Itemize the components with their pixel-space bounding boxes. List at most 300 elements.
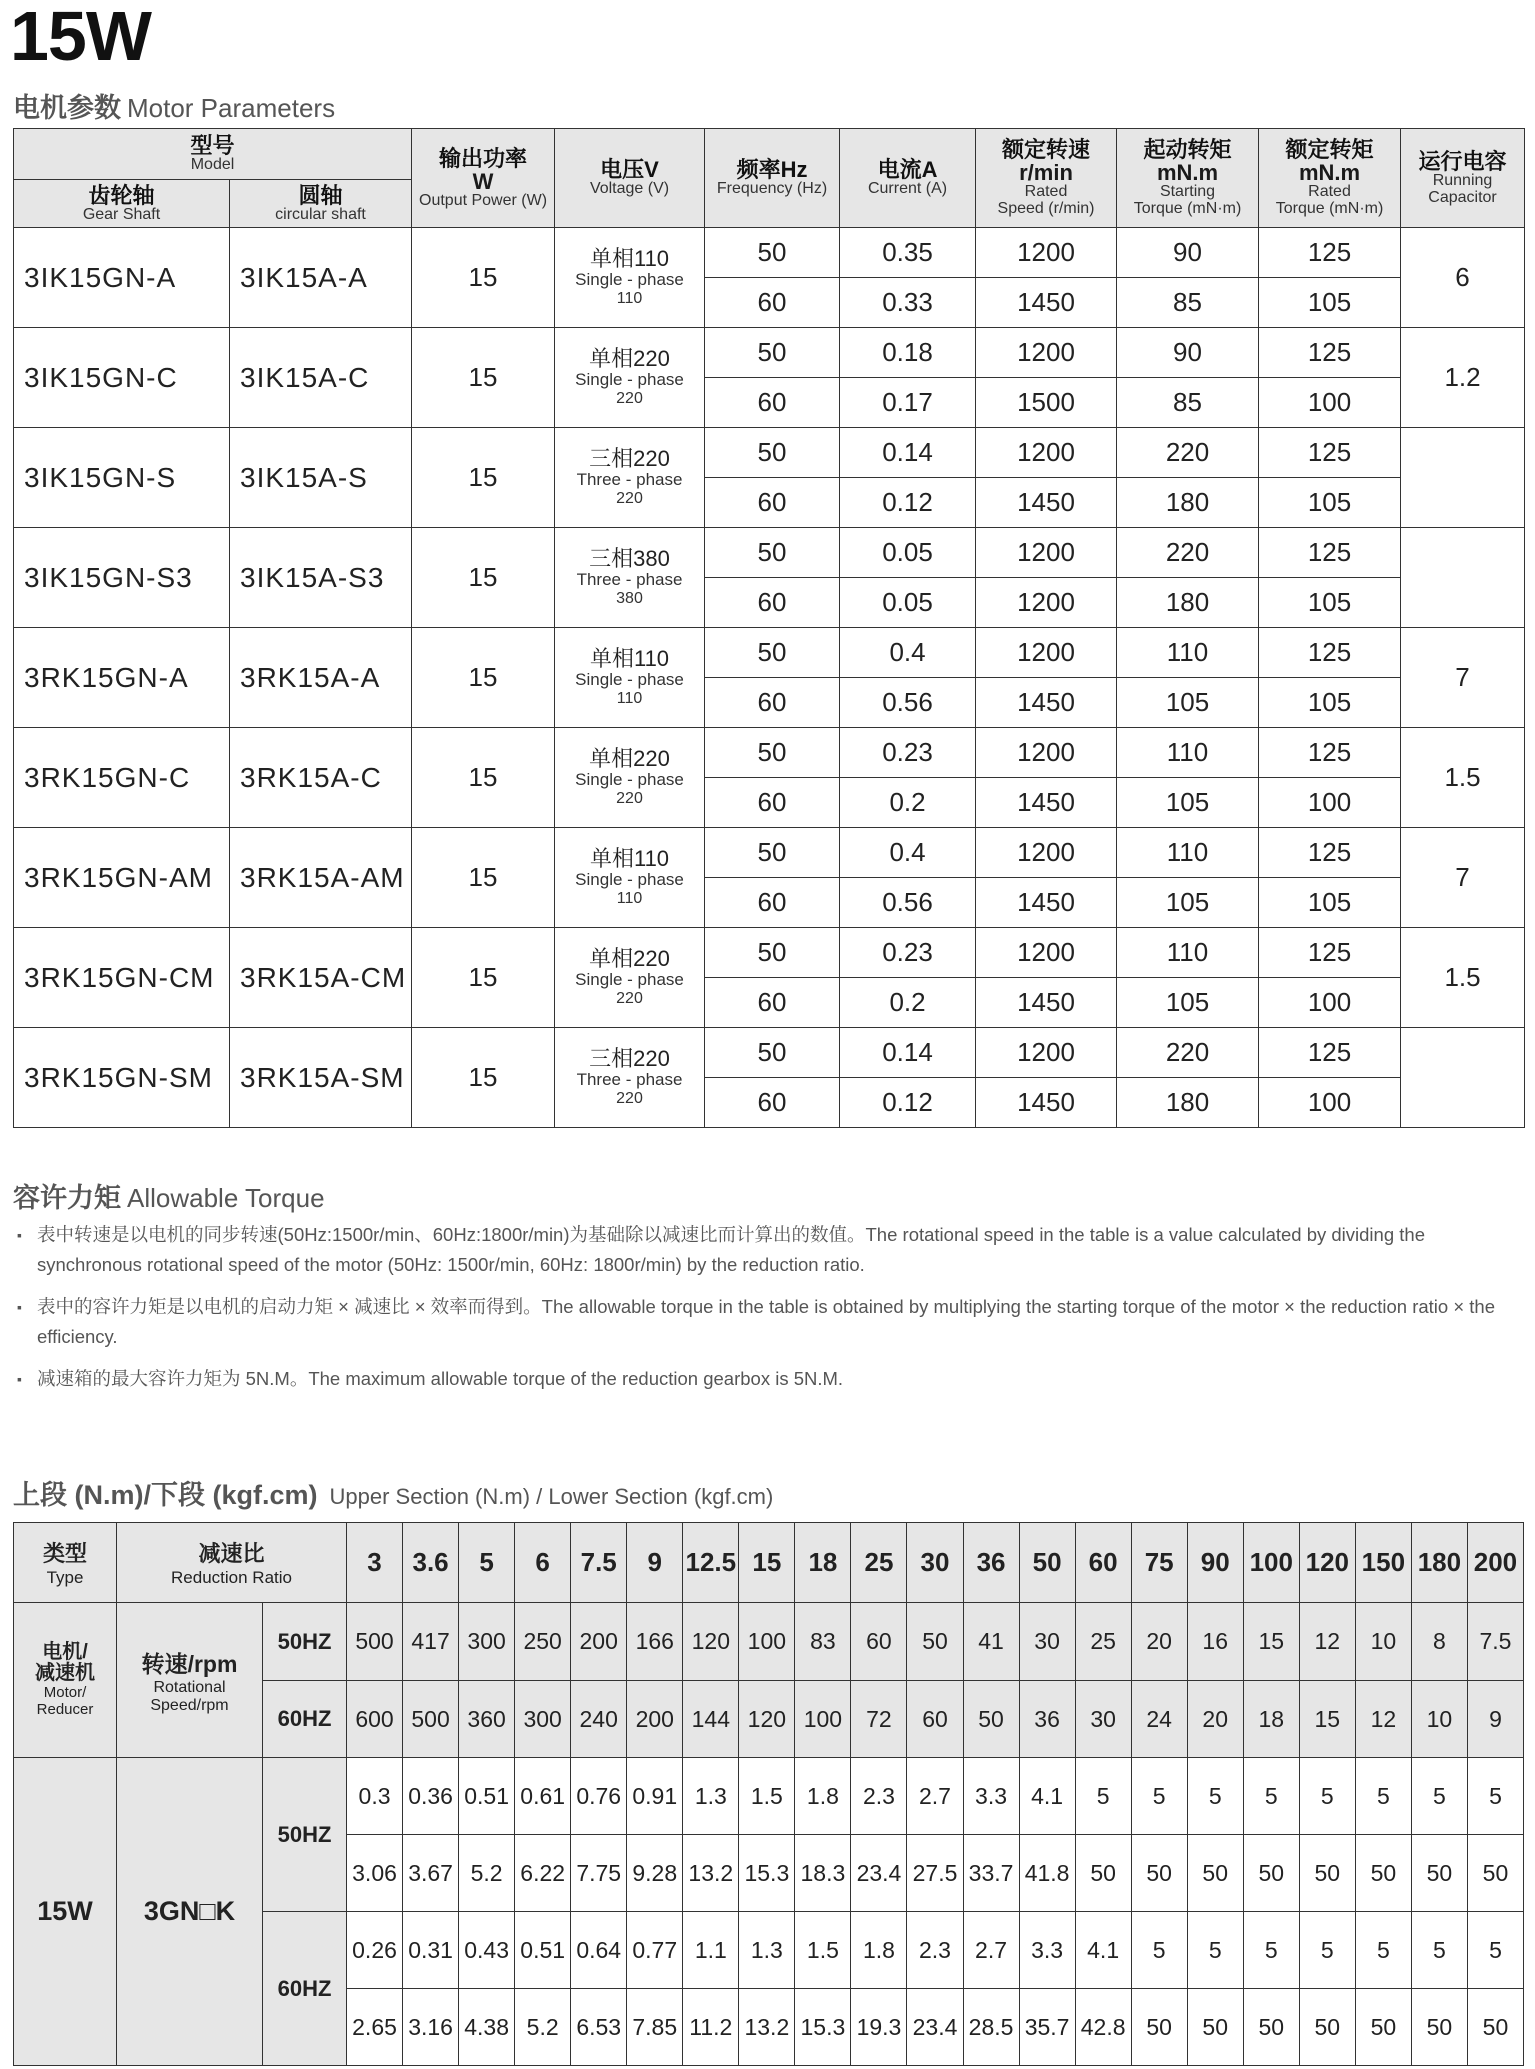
t50-kgf-cell: 41.8 <box>1019 1835 1075 1912</box>
ratios-cell: 90 <box>1187 1523 1243 1603</box>
torque-units-heading-en: Upper Section (N.m) / Lower Section (kgf.cm) <box>329 1484 774 1509</box>
ratios-cell: 25 <box>851 1523 907 1603</box>
rated-torque: 105 <box>1259 578 1401 628</box>
voltage: 三相220 Three - phase 220 <box>555 1028 705 1128</box>
speed-60-cell: 36 <box>1019 1681 1075 1758</box>
circular-shaft-model: 3RK15A-CM <box>230 928 412 1028</box>
ratios-cell: 15 <box>739 1523 795 1603</box>
speed-50-cell: 10 <box>1355 1603 1411 1681</box>
frequency: 60 <box>705 478 840 528</box>
gear-shaft-model: 3IK15GN-A <box>14 228 230 328</box>
speed-60-cell: 24 <box>1131 1681 1187 1758</box>
t60-nm-cell: 0.26 <box>347 1912 403 1989</box>
speed-60-cell: 600 <box>347 1681 403 1758</box>
current: 0.23 <box>840 928 976 978</box>
running-capacitor: 1.5 <box>1401 928 1525 1028</box>
t60-kgf-cell: 13.2 <box>739 1989 795 2066</box>
t50-nm-cell: 1.8 <box>795 1758 851 1835</box>
voltage: 三相220 Three - phase 220 <box>555 428 705 528</box>
current: 0.12 <box>840 1078 976 1128</box>
hz-60-label: 60HZ <box>263 1681 347 1758</box>
rated-torque: 100 <box>1259 778 1401 828</box>
starting-torque: 220 <box>1117 1028 1259 1078</box>
circular-shaft-model: 3IK15A-C <box>230 328 412 428</box>
frequency: 50 <box>705 228 840 278</box>
t60-nm-cell: 5 <box>1411 1912 1467 1989</box>
reduction-ratio-header: 减速比 Reduction Ratio <box>117 1523 347 1603</box>
speed-50-cell: 250 <box>515 1603 571 1681</box>
t50-nm-cell: 3.3 <box>963 1758 1019 1835</box>
speed-60-cell: 30 <box>1075 1681 1131 1758</box>
voltage: 单相110 Single - phase 110 <box>555 828 705 928</box>
t50-nm-cell: 0.76 <box>571 1758 627 1835</box>
t60-nm-cell: 1.1 <box>683 1912 739 1989</box>
t60-nm-cell: 5 <box>1299 1912 1355 1989</box>
current: 0.12 <box>840 478 976 528</box>
speed-50-cell: 200 <box>571 1603 627 1681</box>
frequency: 60 <box>705 878 840 928</box>
gear-shaft-model: 3RK15GN-CM <box>14 928 230 1028</box>
t50-kgf-cell: 6.22 <box>515 1835 571 1912</box>
t60-kgf-cell: 15.3 <box>795 1989 851 2066</box>
ratio-header-row <box>14 1523 1524 1603</box>
motor-params-heading <box>13 86 335 125</box>
speed-50-cell: 166 <box>627 1603 683 1681</box>
starting-torque: 85 <box>1117 378 1259 428</box>
rated-speed: 1450 <box>976 278 1117 328</box>
rated-speed: 1200 <box>976 578 1117 628</box>
gear-shaft-model: 3IK15GN-S <box>14 428 230 528</box>
speed-row-50hz <box>14 1603 1524 1681</box>
rated-torque: 125 <box>1259 728 1401 778</box>
t60-kgf-cell: 50 <box>1187 1989 1243 2066</box>
rated-speed: 1450 <box>976 678 1117 728</box>
starting-torque: 85 <box>1117 278 1259 328</box>
t50-kgf-cell: 9.28 <box>627 1835 683 1912</box>
t60-kgf-cell: 6.53 <box>571 1989 627 2066</box>
ratios-cell: 6 <box>515 1523 571 1603</box>
gear-shaft-model: 3IK15GN-S3 <box>14 528 230 628</box>
t50-nm-cell: 4.1 <box>1019 1758 1075 1835</box>
motor-params-heading-cn: 电机参数 <box>13 93 121 123</box>
rated-torque: 105 <box>1259 278 1401 328</box>
ratios-cell: 150 <box>1355 1523 1411 1603</box>
t50-kgf-cell: 27.5 <box>907 1835 963 1912</box>
ratios-cell: 30 <box>907 1523 963 1603</box>
torque-units-heading-cn: 上段 (N.m)/下段 (kgf.cm) <box>13 1480 318 1510</box>
speed-60-cell: 60 <box>907 1681 963 1758</box>
ratios-cell: 120 <box>1299 1523 1355 1603</box>
t50-kgf-cell: 50 <box>1299 1835 1355 1912</box>
speed-50-cell: 60 <box>851 1603 907 1681</box>
speed-60-cell: 200 <box>627 1681 683 1758</box>
rated-speed: 1200 <box>976 728 1117 778</box>
frequency: 50 <box>705 828 840 878</box>
ratios-cell: 75 <box>1131 1523 1187 1603</box>
hz-50-label: 50HZ <box>263 1603 347 1681</box>
speed-60-cell: 100 <box>795 1681 851 1758</box>
starting-torque: 90 <box>1117 228 1259 278</box>
starting-torque: 110 <box>1117 828 1259 878</box>
table-row <box>14 828 1525 878</box>
rated-torque: 125 <box>1259 428 1401 478</box>
t60-nm-cell: 0.77 <box>627 1912 683 1989</box>
t50-nm-cell: 5 <box>1075 1758 1131 1835</box>
t50-nm-cell: 5 <box>1467 1758 1523 1835</box>
starting-torque: 105 <box>1117 878 1259 928</box>
output-power: 15 <box>412 228 555 328</box>
speed-60-cell: 12 <box>1355 1681 1411 1758</box>
t50-nm-cell: 5 <box>1355 1758 1411 1835</box>
running-capacitor <box>1401 1028 1525 1128</box>
output-power: 15 <box>412 528 555 628</box>
gear-shaft-model: 3IK15GN-C <box>14 328 230 428</box>
t50-kgf-cell: 50 <box>1187 1835 1243 1912</box>
t60-nm-cell: 5 <box>1131 1912 1187 1989</box>
header-rated-speed: 额定转速 r/min Rated Speed (r/min) <box>976 129 1117 228</box>
frequency: 60 <box>705 378 840 428</box>
t50-kgf-cell: 7.75 <box>571 1835 627 1912</box>
t60-kgf-cell: 4.38 <box>459 1989 515 2066</box>
t60-kgf-cell: 50 <box>1243 1989 1299 2066</box>
t60-nm-cell: 0.43 <box>459 1912 515 1989</box>
t50-kgf-cell: 50 <box>1411 1835 1467 1912</box>
t60-nm-cell: 4.1 <box>1075 1912 1131 1989</box>
rated-torque: 125 <box>1259 1028 1401 1078</box>
rated-speed: 1450 <box>976 478 1117 528</box>
header-circular-shaft: 圆轴 circular shaft <box>230 180 412 228</box>
speed-50-cell: 41 <box>963 1603 1019 1681</box>
voltage: 三相380 Three - phase 380 <box>555 528 705 628</box>
t60-kgf-cell: 5.2 <box>515 1989 571 2066</box>
frequency: 50 <box>705 328 840 378</box>
t50-kgf-cell: 23.4 <box>851 1835 907 1912</box>
starting-torque: 105 <box>1117 678 1259 728</box>
frequency: 50 <box>705 928 840 978</box>
circular-shaft-model: 3RK15A-C <box>230 728 412 828</box>
rated-torque: 105 <box>1259 878 1401 928</box>
ratios-cell: 50 <box>1019 1523 1075 1603</box>
ratios-cell: 200 <box>1467 1523 1523 1603</box>
page-title: 15W <box>10 0 151 75</box>
frequency: 60 <box>705 778 840 828</box>
output-power: 15 <box>412 328 555 428</box>
header-model: 型号 Model <box>14 129 412 180</box>
t60-kgf-cell: 7.85 <box>627 1989 683 2066</box>
t50-kgf-cell: 18.3 <box>795 1835 851 1912</box>
rated-speed: 1450 <box>976 878 1117 928</box>
voltage: 单相110 Single - phase 110 <box>555 228 705 328</box>
current: 0.2 <box>840 978 976 1028</box>
hz-60-label: 60HZ <box>263 1912 347 2066</box>
starting-torque: 180 <box>1117 478 1259 528</box>
current: 0.56 <box>840 878 976 928</box>
rated-torque: 105 <box>1259 678 1401 728</box>
speed-60-cell: 15 <box>1299 1681 1355 1758</box>
rated-torque: 100 <box>1259 1078 1401 1128</box>
starting-torque: 105 <box>1117 778 1259 828</box>
t50-nm-cell: 2.3 <box>851 1758 907 1835</box>
speed-60-cell: 72 <box>851 1681 907 1758</box>
t50-nm-cell: 5 <box>1131 1758 1187 1835</box>
t50-nm-cell: 0.51 <box>459 1758 515 1835</box>
t60-kgf-cell: 50 <box>1299 1989 1355 2066</box>
circular-shaft-model: 3RK15A-SM <box>230 1028 412 1128</box>
current: 0.2 <box>840 778 976 828</box>
t50-nm-cell: 0.91 <box>627 1758 683 1835</box>
frequency: 60 <box>705 1078 840 1128</box>
starting-torque: 90 <box>1117 328 1259 378</box>
header-starting-torque: 起动转矩 mN.m Starting Torque (mN·m) <box>1117 129 1259 228</box>
allowable-torque-heading-en: Allowable Torque <box>127 1183 325 1213</box>
model-label: 3GN□K <box>117 1758 263 2066</box>
circular-shaft-model: 3IK15A-S3 <box>230 528 412 628</box>
t60-nm-cell: 2.7 <box>963 1912 1019 1989</box>
rated-speed: 1200 <box>976 528 1117 578</box>
table-row <box>14 328 1525 378</box>
header-frequency: 频率Hz Frequency (Hz) <box>705 129 840 228</box>
bullet-icon: ▪ <box>17 1371 22 1387</box>
ratios-cell: 180 <box>1411 1523 1467 1603</box>
rated-torque: 100 <box>1259 378 1401 428</box>
rated-torque: 105 <box>1259 478 1401 528</box>
current: 0.18 <box>840 328 976 378</box>
bullet-icon: ▪ <box>17 1227 22 1243</box>
rated-speed: 1200 <box>976 1028 1117 1078</box>
rated-torque: 125 <box>1259 928 1401 978</box>
ratios-cell: 3 <box>347 1523 403 1603</box>
speed-50-cell: 83 <box>795 1603 851 1681</box>
t50-kgf-cell: 3.67 <box>403 1835 459 1912</box>
table-row <box>14 928 1525 978</box>
header-gear-shaft: 齿轮轴 Gear Shaft <box>14 180 230 228</box>
output-power: 15 <box>412 1028 555 1128</box>
table-row <box>14 628 1525 678</box>
motor-params-heading-en: Motor Parameters <box>127 93 336 123</box>
t50-nm-cell: 0.61 <box>515 1758 571 1835</box>
t60-kgf-cell: 42.8 <box>1075 1989 1131 2066</box>
speed-60-cell: 120 <box>739 1681 795 1758</box>
current: 0.14 <box>840 1028 976 1078</box>
ratios-cell: 3.6 <box>403 1523 459 1603</box>
frequency: 60 <box>705 678 840 728</box>
header-rated-torque: 额定转矩 mN.m Rated Torque (mN·m) <box>1259 129 1401 228</box>
rated-speed: 1500 <box>976 378 1117 428</box>
t60-kgf-cell: 28.5 <box>963 1989 1019 2066</box>
ratios-cell: 36 <box>963 1523 1019 1603</box>
power-label: 15W <box>14 1758 117 2066</box>
frequency: 60 <box>705 278 840 328</box>
frequency: 50 <box>705 628 840 678</box>
speed-60-cell: 300 <box>515 1681 571 1758</box>
t50-nm-cell: 5 <box>1411 1758 1467 1835</box>
voltage: 单相220 Single - phase 220 <box>555 928 705 1028</box>
motor-parameters-table <box>13 128 1525 1128</box>
current: 0.17 <box>840 378 976 428</box>
table-row <box>14 228 1525 278</box>
starting-torque: 220 <box>1117 528 1259 578</box>
ratios-cell: 60 <box>1075 1523 1131 1603</box>
running-capacitor: 1.5 <box>1401 728 1525 828</box>
t60-kgf-cell: 50 <box>1355 1989 1411 2066</box>
table-row <box>14 428 1525 478</box>
current: 0.56 <box>840 678 976 728</box>
t60-kgf-cell: 50 <box>1467 1989 1523 2066</box>
rated-speed: 1200 <box>976 828 1117 878</box>
output-power: 15 <box>412 928 555 1028</box>
speed-60-cell: 18 <box>1243 1681 1299 1758</box>
t60-nm-cell: 1.3 <box>739 1912 795 1989</box>
starting-torque: 220 <box>1117 428 1259 478</box>
current: 0.23 <box>840 728 976 778</box>
output-power: 15 <box>412 628 555 728</box>
ratios-cell: 100 <box>1243 1523 1299 1603</box>
circular-shaft-model: 3IK15A-A <box>230 228 412 328</box>
t50-nm-cell: 2.7 <box>907 1758 963 1835</box>
t60-nm-cell: 0.64 <box>571 1912 627 1989</box>
gear-shaft-model: 3RK15GN-SM <box>14 1028 230 1128</box>
rated-torque: 125 <box>1259 828 1401 878</box>
gear-shaft-model: 3RK15GN-AM <box>14 828 230 928</box>
current: 0.4 <box>840 828 976 878</box>
rated-torque: 125 <box>1259 228 1401 278</box>
running-capacitor: 7 <box>1401 828 1525 928</box>
table-row <box>14 728 1525 778</box>
table-row <box>14 1028 1525 1078</box>
rated-speed: 1200 <box>976 928 1117 978</box>
speed-50-cell: 50 <box>907 1603 963 1681</box>
t60-kgf-cell: 50 <box>1411 1989 1467 2066</box>
output-power: 15 <box>412 828 555 928</box>
speed-60-cell: 10 <box>1411 1681 1467 1758</box>
notes-list <box>13 1220 1513 1406</box>
t50-kgf-cell: 15.3 <box>739 1835 795 1912</box>
current: 0.05 <box>840 578 976 628</box>
speed-header: 转速/rpm Rotational Speed/rpm <box>117 1603 263 1758</box>
t60-kgf-cell: 50 <box>1131 1989 1187 2066</box>
note-item: ▪ 表中的容许力矩是以电机的启动力矩 × 减速比 × 效率而得到。The allowable torque in the table is obtained by multiplying the starting torque of the motor × the reduction ratio × the efficiency. <box>13 1292 1513 1352</box>
speed-50-cell: 15 <box>1243 1603 1299 1681</box>
rated-torque: 125 <box>1259 528 1401 578</box>
header-current: 电流A Current (A) <box>840 129 976 228</box>
current: 0.35 <box>840 228 976 278</box>
t50-kgf-cell: 13.2 <box>683 1835 739 1912</box>
speed-50-cell: 7.5 <box>1467 1603 1523 1681</box>
speed-60-cell: 50 <box>963 1681 1019 1758</box>
allowable-torque-heading-cn: 容许力矩 <box>13 1183 121 1213</box>
header-output-power: 输出功率 W Output Power (W) <box>412 129 555 228</box>
speed-50-cell: 100 <box>739 1603 795 1681</box>
t60-kgf-cell: 2.65 <box>347 1989 403 2066</box>
t60-kgf-cell: 3.16 <box>403 1989 459 2066</box>
speed-50-cell: 300 <box>459 1603 515 1681</box>
t60-nm-cell: 3.3 <box>1019 1912 1075 1989</box>
t50-nm-cell: 1.3 <box>683 1758 739 1835</box>
t50-nm-cell: 5 <box>1299 1758 1355 1835</box>
output-power: 15 <box>412 728 555 828</box>
speed-50-cell: 20 <box>1131 1603 1187 1681</box>
voltage: 单相220 Single - phase 220 <box>555 728 705 828</box>
t60-nm-cell: 2.3 <box>907 1912 963 1989</box>
ratios-cell: 9 <box>627 1523 683 1603</box>
ratios-cell: 18 <box>795 1523 851 1603</box>
torque-units-heading <box>13 1473 773 1512</box>
circular-shaft-model: 3RK15A-AM <box>230 828 412 928</box>
speed-60-cell: 500 <box>403 1681 459 1758</box>
rated-speed: 1200 <box>976 428 1117 478</box>
starting-torque: 180 <box>1117 1078 1259 1128</box>
t50-nm-cell: 0.3 <box>347 1758 403 1835</box>
running-capacitor <box>1401 428 1525 528</box>
rated-speed: 1200 <box>976 228 1117 278</box>
frequency: 50 <box>705 1028 840 1078</box>
rated-speed: 1200 <box>976 328 1117 378</box>
t60-nm-cell: 1.5 <box>795 1912 851 1989</box>
current: 0.05 <box>840 528 976 578</box>
type-header: 类型 Type <box>14 1523 117 1603</box>
motor-reducer-header: 电机/ 减速机 Motor/ Reducer <box>14 1603 117 1758</box>
speed-50-cell: 16 <box>1187 1603 1243 1681</box>
running-capacitor: 1.2 <box>1401 328 1525 428</box>
starting-torque: 180 <box>1117 578 1259 628</box>
output-power: 15 <box>412 428 555 528</box>
t60-nm-cell: 0.31 <box>403 1912 459 1989</box>
t60-kgf-cell: 23.4 <box>907 1989 963 2066</box>
header-running-capacitor: 运行电容 Running Capacitor <box>1401 129 1525 228</box>
speed-50-cell: 417 <box>403 1603 459 1681</box>
speed-50-cell: 12 <box>1299 1603 1355 1681</box>
note-item: ▪ 表中转速是以电机的同步转速(50Hz:1500r/min、60Hz:1800r/min)为基础除以减速比而计算出的数值。The rotational speed in the table is a value calculated by dividing the synchronous rotational speed of the motor (50Hz: 1500r/min, 60Hz: 1800r/min) by the reduction ratio. <box>13 1220 1513 1280</box>
frequency: 50 <box>705 428 840 478</box>
t50-kgf-cell: 50 <box>1075 1835 1131 1912</box>
rated-torque: 125 <box>1259 628 1401 678</box>
circular-shaft-model: 3RK15A-A <box>230 628 412 728</box>
circular-shaft-model: 3IK15A-S <box>230 428 412 528</box>
note-item: ▪ 减速箱的最大容许力矩为 5N.M。The maximum allowable torque of the reduction gearbox is 5N.M. <box>13 1364 1513 1394</box>
t50-kgf-cell: 50 <box>1243 1835 1299 1912</box>
frequency: 50 <box>705 728 840 778</box>
speed-60-cell: 9 <box>1467 1681 1523 1758</box>
frequency: 60 <box>705 978 840 1028</box>
gear-shaft-model: 3RK15GN-C <box>14 728 230 828</box>
rated-torque: 100 <box>1259 978 1401 1028</box>
t60-nm-cell: 1.8 <box>851 1912 907 1989</box>
t60-kgf-cell: 19.3 <box>851 1989 907 2066</box>
rated-speed: 1450 <box>976 778 1117 828</box>
t50-nm-cell: 0.36 <box>403 1758 459 1835</box>
ratios-cell: 12.5 <box>683 1523 739 1603</box>
rated-speed: 1200 <box>976 628 1117 678</box>
starting-torque: 110 <box>1117 928 1259 978</box>
torque-row-50hz-nm <box>14 1758 1524 1835</box>
speed-50-cell: 30 <box>1019 1603 1075 1681</box>
t50-kgf-cell: 50 <box>1467 1835 1523 1912</box>
t60-kgf-cell: 11.2 <box>683 1989 739 2066</box>
rated-speed: 1450 <box>976 978 1117 1028</box>
allowable-torque-heading <box>13 1176 325 1215</box>
starting-torque: 110 <box>1117 628 1259 678</box>
current: 0.33 <box>840 278 976 328</box>
t60-nm-cell: 5 <box>1467 1912 1523 1989</box>
t50-nm-cell: 5 <box>1187 1758 1243 1835</box>
starting-torque: 110 <box>1117 728 1259 778</box>
current: 0.14 <box>840 428 976 478</box>
speed-60-cell: 240 <box>571 1681 627 1758</box>
gear-shaft-model: 3RK15GN-A <box>14 628 230 728</box>
speed-50-cell: 120 <box>683 1603 739 1681</box>
table-row <box>14 528 1525 578</box>
rated-speed: 1450 <box>976 1078 1117 1128</box>
